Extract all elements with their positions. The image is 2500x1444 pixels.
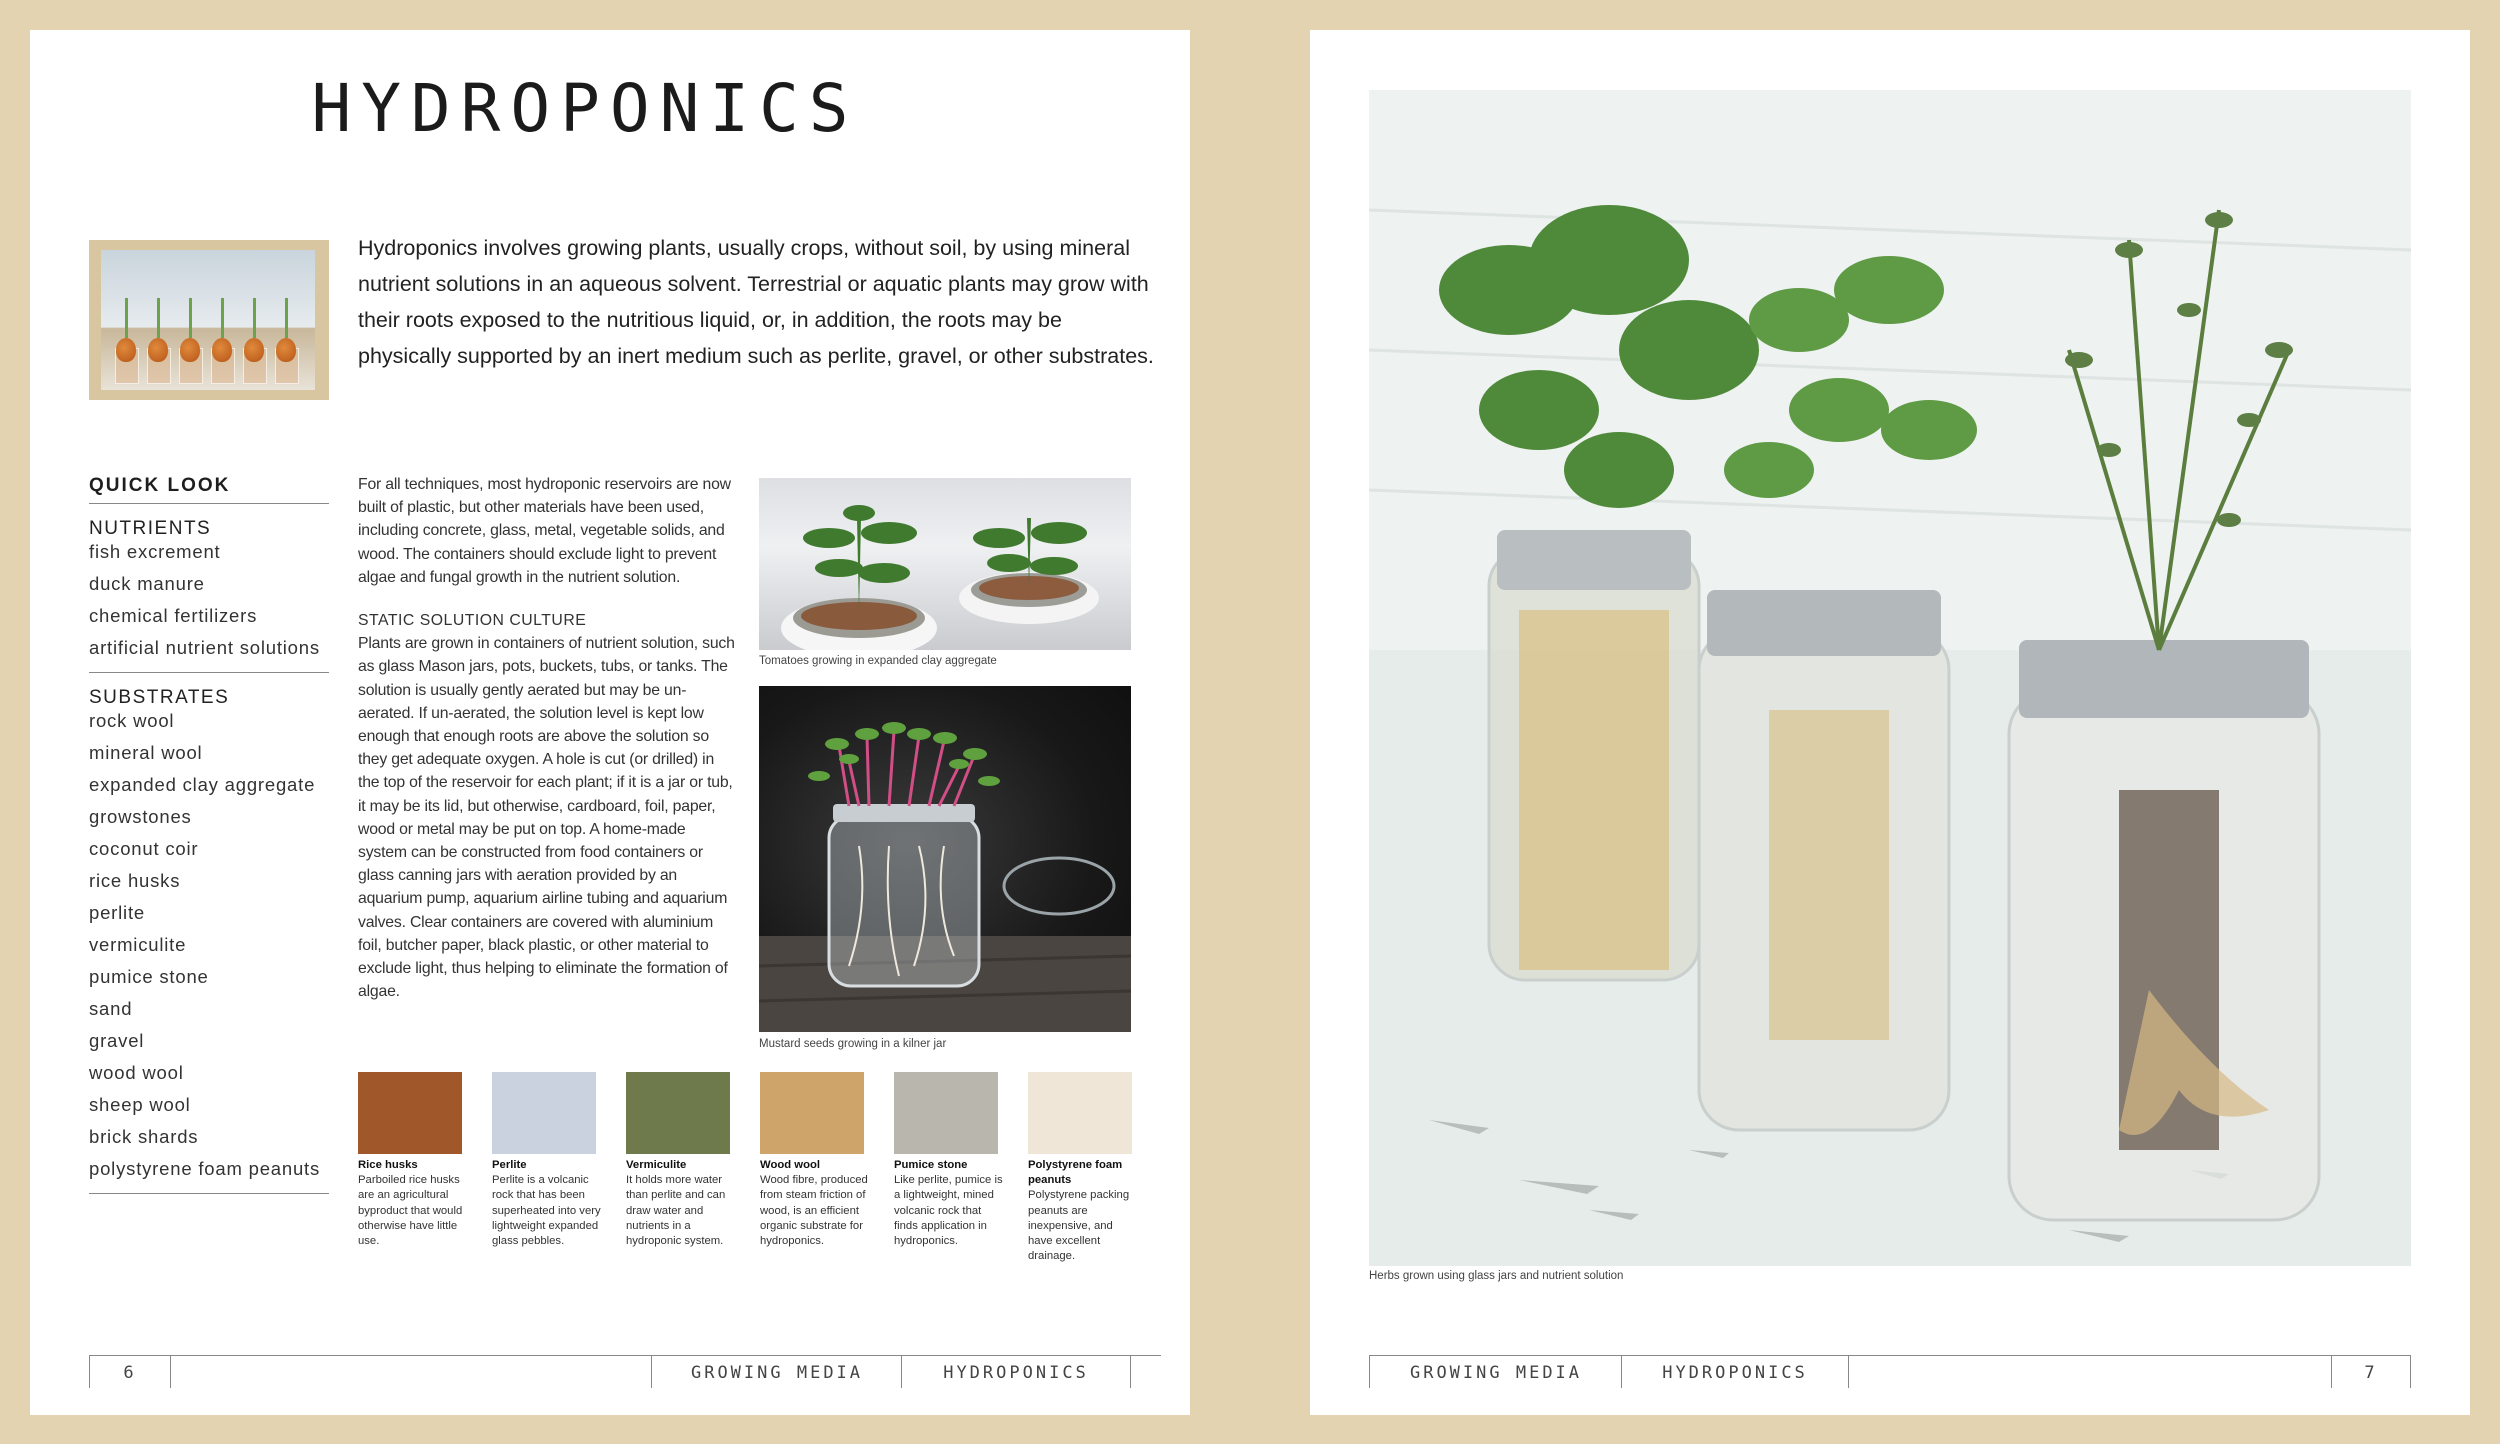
body-paragraph: Plants are grown in containers of nutrient solution, such as glass Mason jars, pots, buckets, tubs, or tanks. The solution is usually gently aerated but may be un-aerated. If un-aerated, the solution level is kept low enough that enough roots are above the solution so they get adequate oxygen. A hole is cut (or drilled) in the top of the reservoir for each plant; if it is a jar or tub, it may be its lid, but otherwise, cardboard, foil, paper, wood or metal may be put on top. A home-made system can be constructed from food containers or glass canning jars with aeration provided by an aquarium pump, aquarium airline tubing and aquarium valves. Clear containers are covered with aluminium foil, butcher paper, black plastic, or other material to exclude light, thus helping to eliminate the formation of algae. (358, 635, 735, 1001)
nutrient-item: artificial nutrient solutions (89, 637, 320, 658)
substrate-item: mineral wool (89, 742, 203, 763)
mustard-caption: Mustard seeds growing in a kilner jar (759, 1038, 947, 1050)
nutrient-item: chemical fertilizers (89, 605, 258, 626)
page-title: HYDROPONICS (311, 70, 859, 147)
substrate-item: growstones (89, 806, 192, 827)
media-name: Vermiculite (626, 1159, 687, 1171)
media-description (894, 1158, 1004, 1249)
footer-section: GROWING MEDIA (651, 1356, 902, 1388)
substrate-item: rock wool (89, 710, 175, 731)
pumice-stone-swatch (894, 1072, 998, 1154)
substrate-item: pumice stone (89, 966, 209, 987)
substrate-item: perlite (89, 902, 145, 923)
media-name: Perlite (492, 1159, 527, 1171)
substrate-item: wood wool (89, 1062, 184, 1083)
rice-husks-swatch (358, 1072, 462, 1154)
vermiculite-swatch (626, 1072, 730, 1154)
substrate-item: brick shards (89, 1126, 199, 1147)
substrate-item: gravel (89, 1030, 145, 1051)
mustard-jar-photo (759, 686, 1131, 1032)
polystyrene-swatch (1028, 1072, 1132, 1154)
page-number: 6 (89, 1356, 171, 1388)
substrate-item: vermiculite (89, 934, 187, 955)
page-number: 7 (2331, 1356, 2411, 1388)
perlite-swatch (492, 1072, 596, 1154)
intro-paragraph: Hydroponics involves growing plants, usually crops, without soil, by using mineral nutrient solutions in an aqueous solvent. Terrestrial or aquatic plants may grow with their roots exposed to the nutritious liquid, or, in addition, the roots may be physically supported by an inert medium such as perlite, gravel, or other substrates. (358, 236, 1154, 368)
media-desc: Parboiled rice husks are an agricultural byproduct that would otherwise have little use. (358, 1174, 463, 1248)
herbs-caption: Herbs grown using glass jars and nutrient solution (1369, 1270, 1624, 1282)
wood-wool-swatch (760, 1072, 864, 1154)
body-column (358, 473, 738, 1003)
left-page (30, 30, 1190, 1415)
media-description (492, 1158, 602, 1249)
right-page (1310, 30, 2470, 1415)
nutrients-section (89, 518, 329, 673)
nutrient-item: duck manure (89, 573, 205, 594)
media-desc: Polystyrene packing peanuts are inexpensive, and have excellent drainage. (1028, 1189, 1130, 1263)
media-name: Pumice stone (894, 1159, 968, 1171)
body-paragraph: For all techniques, most hydroponic reservoirs are now built of plastic, but other materials have been used, including concrete, glass, metal, vegetable solids, and wood. The containers should exclude light to prevent algae and fungal growth in the nutrient solution. (358, 476, 731, 586)
media-description (626, 1158, 736, 1249)
media-name: Wood wool (760, 1159, 821, 1171)
tomatoes-caption: Tomatoes growing in expanded clay aggregate (759, 655, 997, 667)
substrate-item: polystyrene foam peanuts (89, 1158, 321, 1179)
media-name: Rice husks (358, 1159, 418, 1171)
quick-look-sidebar (89, 475, 329, 1194)
media-desc: It holds more water than perlite and can draw water and nutrients in a hydroponic system. (626, 1174, 726, 1248)
substrates-section (89, 687, 329, 1194)
nutrients-heading: NUTRIENTS (89, 518, 212, 539)
media-desc: Perlite is a volcanic rock that has been superheated into very lightweight expanded glass pebbles. (492, 1174, 601, 1248)
footer-section: GROWING MEDIA (1369, 1356, 1622, 1388)
substrate-item: sheep wool (89, 1094, 191, 1115)
nutrient-item: fish excrement (89, 541, 221, 562)
section-subheading: STATIC SOLUTION CULTURE (358, 612, 587, 630)
substrate-item: coconut coir (89, 838, 199, 859)
herbs-in-jars-photo (1369, 90, 2411, 1266)
substrate-item: expanded clay aggregate (89, 774, 316, 795)
substrate-item: sand (89, 998, 133, 1019)
sprouting-bulbs-photo (89, 240, 329, 400)
footer-chapter: HYDROPONICS (901, 1356, 1131, 1388)
media-description (358, 1158, 468, 1249)
substrates-heading: SUBSTRATES (89, 687, 230, 708)
media-description (760, 1158, 870, 1249)
footer-chapter: HYDROPONICS (1621, 1356, 1849, 1388)
page-footer (89, 1355, 1161, 1388)
page-footer (1369, 1355, 2411, 1388)
substrate-item: rice husks (89, 870, 181, 891)
media-desc: Wood fibre, produced from steam friction of wood, is an efficient organic substrate for hydroponics. (760, 1174, 868, 1248)
media-desc: Like perlite, pumice is a lightweight, mined volcanic rock that finds application in hydroponics. (894, 1174, 1003, 1248)
media-description (1028, 1158, 1138, 1264)
media-name: Polystyrene foam peanuts (1028, 1159, 1123, 1187)
quick-look-heading: QUICK LOOK (89, 475, 329, 504)
tomatoes-photo (759, 478, 1131, 650)
